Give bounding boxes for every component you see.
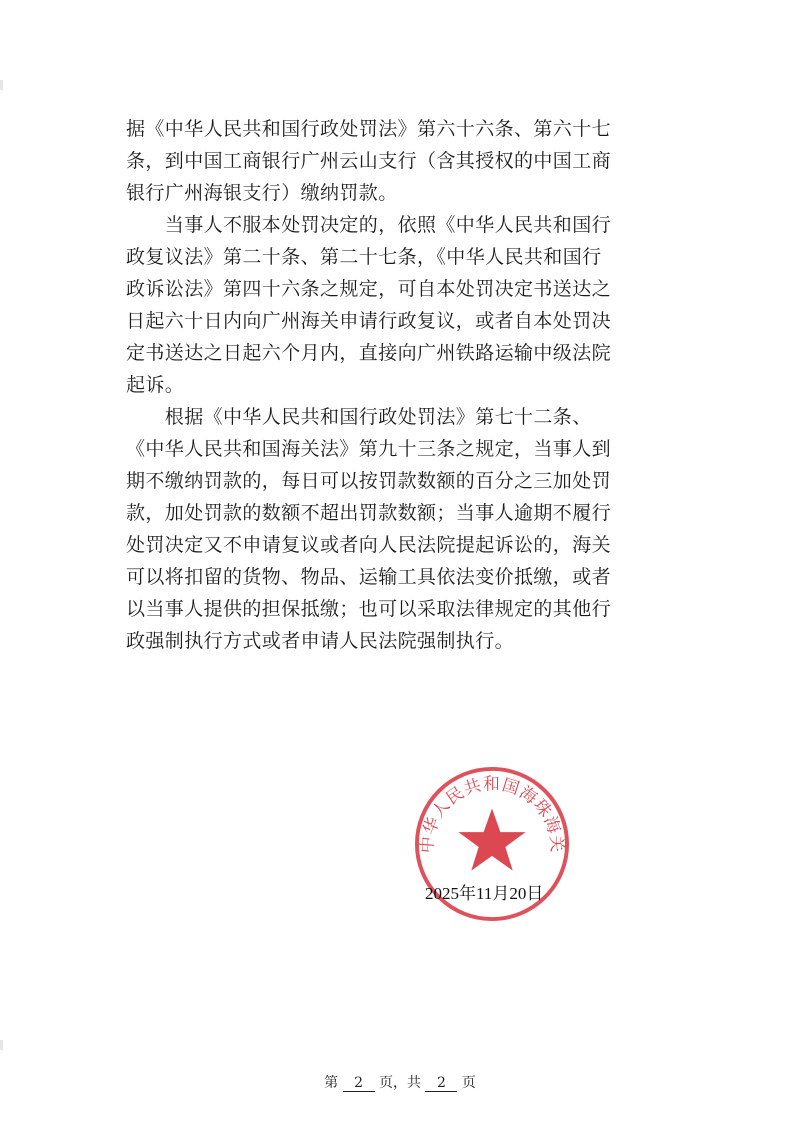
star-icon	[458, 808, 525, 870]
document-body	[126, 113, 706, 657]
body-line: 据《中华人民共和国行政处罚法》第六十六条、第六十七	[126, 118, 612, 140]
body-line: 日起六十日内向广州海关申请行政复议，或者自本处罚决	[126, 310, 612, 332]
body-line: 以当事人提供的担保抵缴；也可以采取法律规定的其他行	[126, 598, 612, 620]
body-line: 政诉讼法》第四十六条之规定，可自本处罚决定书送达之	[126, 278, 612, 300]
footer-prefix: 第	[324, 1075, 339, 1091]
svg-text:中华人民共和国海珠海关: 中华人民共和国海珠海关	[416, 773, 568, 854]
body-line: 期不缴纳罚款的，每日可以按罚款数额的百分之三加处罚	[126, 470, 612, 492]
page-number-footer	[0, 1073, 800, 1093]
body-line: 银行广州海银支行）缴纳罚款。	[126, 182, 398, 204]
body-line: 当事人不服本处罚决定的，依照《中华人民共和国行	[126, 214, 612, 236]
body-line: 《中华人民共和国海关法》第九十三条之规定，当事人到	[126, 438, 612, 460]
body-line: 处罚决定又不申请复议或者向人民法院提起诉讼的，海关	[126, 534, 612, 556]
body-line: 款，加处罚款的数额不超出罚款数额；当事人逾期不履行	[126, 502, 612, 524]
body-line: 定书送达之日起六个月内，直接向广州铁路运输中级法院	[126, 342, 612, 364]
body-line: 起诉。	[126, 374, 185, 396]
current-page-number: 2	[343, 1075, 375, 1092]
body-line: 根据《中华人民共和国行政处罚法》第七十二条、	[126, 406, 592, 428]
document-date: 2025年11月20日	[425, 884, 544, 903]
scan-edge-mark	[0, 80, 3, 90]
total-page-count: 2	[425, 1075, 457, 1092]
body-line: 政强制执行方式或者申请人民法院强制执行。	[126, 630, 515, 652]
footer-suffix: 页	[461, 1075, 476, 1091]
body-line: 政复议法》第二十条、第二十七条，《中华人民共和国行	[126, 246, 602, 268]
footer-middle: 页，共	[379, 1075, 421, 1091]
body-line: 条，到中国工商银行广州云山支行（含其授权的中国工商	[126, 150, 612, 172]
body-line: 可以将扣留的货物、物品、运输工具依法变价抵缴，或者	[126, 566, 612, 588]
scan-edge-mark	[0, 1040, 3, 1050]
